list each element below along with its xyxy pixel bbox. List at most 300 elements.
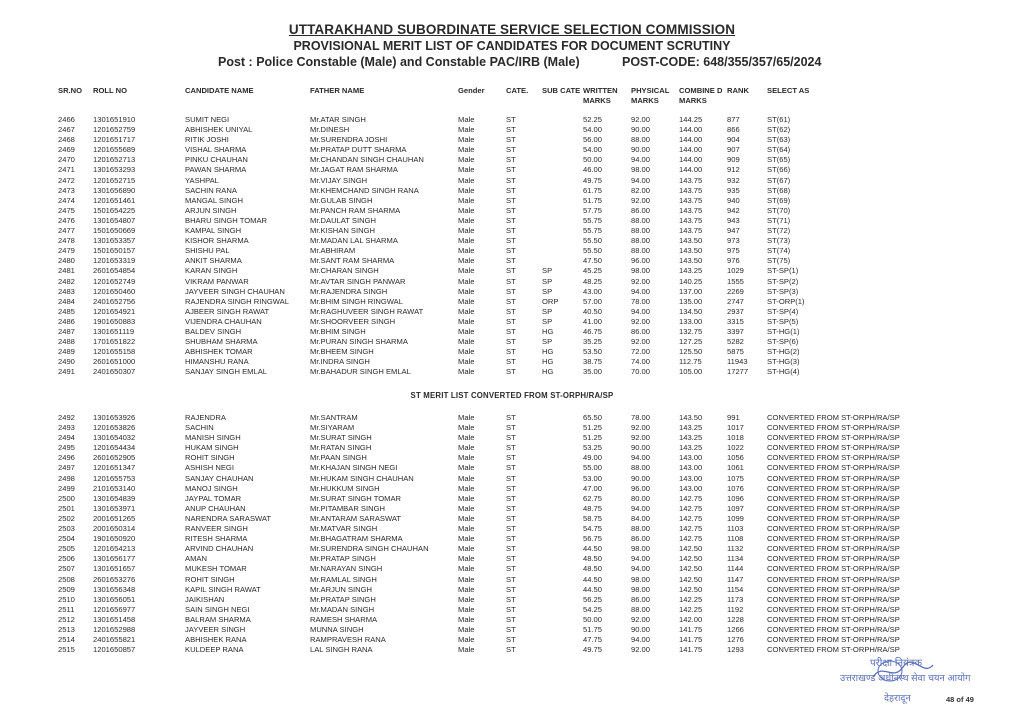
cell-roll-no: 1201652988: [93, 624, 136, 634]
table-row: [58, 357, 927, 367]
cell-physical-marks: 82.00: [631, 185, 651, 195]
cell-select-as: CONVERTED FROM ST-ORPH/RA/SP: [767, 614, 900, 624]
cell-written-marks: 57.75: [583, 205, 603, 215]
cell-sub-category: [542, 544, 583, 554]
cell-combined-marks: 125.50: [679, 347, 703, 357]
cell-combined-marks: 135.00: [679, 296, 703, 306]
cell-candidate-name: ABHISHEK TOMAR: [185, 347, 253, 357]
cell-gender: Male: [458, 423, 475, 433]
cell-category: ST: [506, 604, 516, 614]
cell-category: ST: [506, 266, 516, 276]
cell-gender: Male: [458, 135, 475, 145]
cell-candidate-name: ABHISHEK UNIYAL: [185, 125, 253, 135]
cell-father-name: Mr.ATAR SINGH: [310, 115, 366, 124]
cell-father-name: Mr.RAJENDRA SINGH: [310, 286, 388, 296]
cell-sr-no: 2502: [58, 513, 75, 523]
cell-father-name: Mr.PANCH RAM SHARMA: [310, 205, 401, 215]
cell-select-as: CONVERTED FROM ST-ORPH/RA/SP: [767, 604, 900, 614]
table-row: [58, 585, 927, 595]
cell-sub-category: [542, 413, 583, 423]
cell-select-as: CONVERTED FROM ST-ORPH/RA/SP: [767, 574, 900, 584]
cell-roll-no: 2401655821: [93, 635, 136, 645]
cell-gender: Male: [458, 306, 475, 316]
cell-roll-no: 2601653276: [93, 574, 136, 584]
cell-combined-marks: 105.00: [679, 367, 703, 377]
cell-combined-marks: 142.75: [679, 493, 703, 503]
cell-candidate-name: JAIKISHAN: [185, 594, 225, 604]
cell-select-as: ST(71): [767, 215, 791, 225]
col-rollno: ROLL NO: [93, 86, 128, 95]
table-row: [58, 615, 927, 625]
cell-rank: 1108: [727, 534, 744, 544]
cell-physical-marks: 94.00: [631, 554, 651, 564]
cell-roll-no: 2001650314: [93, 524, 136, 534]
cell-rank: 1293: [727, 645, 744, 655]
cell-father-name: Mr.BHAGATRAM SHARMA: [310, 534, 403, 544]
cell-combined-marks: 141.75: [679, 635, 703, 645]
cell-roll-no: 2601652905: [93, 453, 136, 463]
cell-written-marks: 54.00: [583, 145, 603, 155]
cell-category: ST: [506, 135, 516, 145]
cell-sub-category: [542, 206, 583, 216]
cell-written-marks: 41.00: [583, 316, 603, 326]
cell-sub-category: [542, 635, 583, 645]
cell-category: ST: [506, 125, 516, 135]
cell-sr-no: 2466: [58, 115, 75, 124]
cell-gender: Male: [458, 554, 475, 564]
cell-physical-marks: 88.00: [631, 215, 651, 225]
col-physical-marks: PHYSICAL MARKS: [631, 86, 670, 105]
table-row: [58, 367, 927, 377]
cell-physical-marks: 86.00: [631, 326, 651, 336]
cell-candidate-name: SUMIT NEGI: [185, 115, 230, 124]
cell-written-marks: 54.00: [583, 125, 603, 135]
cell-sr-no: 2499: [58, 483, 75, 493]
cell-roll-no: 1301653926: [93, 413, 136, 422]
cell-category: ST: [506, 503, 516, 513]
cell-written-marks: 46.00: [583, 165, 603, 175]
cell-physical-marks: 88.00: [631, 524, 651, 534]
table-row: [58, 196, 927, 206]
cell-select-as: ST-HG(4): [767, 367, 800, 377]
cell-combined-marks: 143.50: [679, 413, 703, 422]
cell-roll-no: 1901650883: [93, 316, 136, 326]
cell-roll-no: 1501650157: [93, 246, 136, 256]
cell-candidate-name: AMAN: [185, 554, 207, 564]
stamp-office: उत्तराखण्ड अधीनस्थ सेवा चयन आयोग: [840, 673, 971, 684]
cell-sr-no: 2486: [58, 316, 75, 326]
cell-gender: Male: [458, 544, 475, 554]
table-header: [58, 86, 927, 106]
cell-category: ST: [506, 564, 516, 574]
cell-sr-no: 2493: [58, 423, 75, 433]
cell-rank: 942: [727, 205, 740, 215]
cell-sr-no: 2484: [58, 296, 75, 306]
cell-sub-category: [542, 504, 583, 514]
cell-combined-marks: 142.50: [679, 574, 703, 584]
cell-sub-category: [542, 186, 583, 196]
cell-select-as: ST-HG(3): [767, 357, 800, 367]
cell-roll-no: 1301653293: [93, 165, 136, 175]
cell-candidate-name: MUKESH TOMAR: [185, 564, 247, 574]
cell-candidate-name: JAYVEER SINGH: [185, 624, 246, 634]
cell-candidate-name: MANOJ SINGH: [185, 483, 238, 493]
cell-physical-marks: 90.00: [631, 624, 651, 634]
cell-rank: 877: [727, 115, 740, 124]
cell-roll-no: 1201651717: [93, 135, 136, 145]
cell-rank: 5282: [727, 337, 744, 347]
cell-sr-no: 2473: [58, 185, 75, 195]
cell-category: ST: [506, 463, 516, 473]
cell-sub-category: [542, 615, 583, 625]
cell-select-as: ST-ORP(1): [767, 296, 805, 306]
cell-combined-marks: 142.50: [679, 554, 703, 564]
cell-sub-category: [542, 524, 583, 534]
cell-sr-no: 2489: [58, 347, 75, 357]
cell-sr-no: 2513: [58, 624, 75, 634]
cell-physical-marks: 90.00: [631, 473, 651, 483]
cell-sub-category: [542, 443, 583, 453]
cell-father-name: Mr.PAAN SINGH: [310, 453, 367, 463]
table-row: [58, 453, 927, 463]
cell-written-marks: 47.00: [583, 483, 603, 493]
cell-candidate-name: ARJUN SINGH: [185, 205, 237, 215]
cell-select-as: ST-SP(4): [767, 306, 799, 316]
cell-candidate-name: PINKU CHAUHAN: [185, 155, 248, 165]
cell-rank: 947: [727, 226, 740, 236]
cell-rank: 973: [727, 236, 740, 246]
cell-combined-marks: 140.25: [679, 276, 703, 286]
cell-physical-marks: 88.00: [631, 604, 651, 614]
cell-candidate-name: SAIN SINGH NEGI: [185, 604, 250, 614]
cell-roll-no: 1901650920: [93, 534, 136, 544]
cell-written-marks: 51.75: [583, 195, 603, 205]
cell-select-as: ST(73): [767, 236, 791, 246]
cell-combined-marks: 143.00: [679, 473, 703, 483]
cell-gender: Male: [458, 357, 475, 367]
cell-sub-category: [542, 176, 583, 186]
table-row: [58, 337, 927, 347]
cell-candidate-name: AJBEER SINGH RAWAT: [185, 306, 270, 316]
cell-gender: Male: [458, 195, 475, 205]
cell-sr-no: 2503: [58, 524, 75, 534]
cell-roll-no: 1301654839: [93, 493, 136, 503]
cell-category: ST: [506, 347, 516, 357]
cell-gender: Male: [458, 463, 475, 473]
cell-roll-no: 1201651461: [93, 195, 136, 205]
cell-rank: 935: [727, 185, 740, 195]
cell-sub-category: [542, 494, 583, 504]
cell-written-marks: 44.50: [583, 584, 603, 594]
cell-combined-marks: 133.00: [679, 316, 703, 326]
cell-combined-marks: 143.00: [679, 453, 703, 463]
cell-rank: 909: [727, 155, 740, 165]
cell-roll-no: 2601654854: [93, 266, 136, 276]
cell-combined-marks: 143.00: [679, 463, 703, 473]
cell-select-as: CONVERTED FROM ST-ORPH/RA/SP: [767, 524, 900, 534]
cell-roll-no: 2601651000: [93, 357, 136, 367]
cell-rank: 1075: [727, 473, 744, 483]
cell-category: ST: [506, 215, 516, 225]
cell-category: ST: [506, 534, 516, 544]
cell-written-marks: 57.00: [583, 296, 603, 306]
table-row: [58, 463, 927, 473]
cell-sub-category: [542, 514, 583, 524]
cell-father-name: Mr.SURENDRA JOSHI: [310, 135, 388, 145]
cell-rank: 1017: [727, 423, 744, 433]
cell-physical-marks: 78.00: [631, 296, 651, 306]
cell-candidate-name: VIJENDRA CHAUHAN: [185, 316, 262, 326]
cell-father-name: Mr.CHANDAN SINGH CHAUHAN: [310, 155, 424, 165]
cell-select-as: ST(74): [767, 246, 791, 256]
cell-roll-no: 1201653826: [93, 423, 136, 433]
cell-physical-marks: 80.00: [631, 493, 651, 503]
cell-select-as: ST-SP(3): [767, 286, 799, 296]
cell-gender: Male: [458, 286, 475, 296]
cell-roll-no: 1201654434: [93, 443, 136, 453]
cell-sub-category: SP: [542, 316, 553, 326]
cell-candidate-name: ARVIND CHAUHAN: [185, 544, 254, 554]
col-father-name: FATHER NAME: [310, 86, 365, 95]
cell-combined-marks: 127.25: [679, 337, 703, 347]
cell-select-as: CONVERTED FROM ST-ORPH/RA/SP: [767, 645, 900, 655]
cell-rank: 1228: [727, 614, 744, 624]
cell-select-as: CONVERTED FROM ST-ORPH/RA/SP: [767, 443, 900, 453]
cell-candidate-name: HUKAM SINGH: [185, 443, 239, 453]
cell-physical-marks: 94.00: [631, 503, 651, 513]
cell-sub-category: [542, 145, 583, 155]
cell-roll-no: 1301651119: [93, 326, 135, 336]
cell-category: ST: [506, 155, 516, 165]
cell-written-marks: 56.00: [583, 135, 603, 145]
col-srno: SR.NO: [58, 86, 83, 95]
cell-gender: Male: [458, 443, 475, 453]
cell-select-as: ST-HG(2): [767, 347, 800, 357]
cell-written-marks: 53.00: [583, 473, 603, 483]
cell-rank: 1099: [727, 513, 744, 523]
cell-roll-no: 1201653319: [93, 256, 136, 266]
cell-combined-marks: 142.75: [679, 513, 703, 523]
cell-candidate-name: ASHISH NEGI: [185, 463, 234, 473]
cell-rank: 1076: [727, 483, 744, 493]
cell-category: ST: [506, 413, 516, 422]
cell-gender: Male: [458, 125, 475, 135]
cell-combined-marks: 143.25: [679, 423, 703, 433]
cell-father-name: RAMESH SHARMA: [310, 614, 378, 624]
cell-sr-no: 2480: [58, 256, 75, 266]
cell-written-marks: 47.50: [583, 256, 603, 266]
cell-physical-marks: 94.00: [631, 155, 651, 165]
cell-sub-category: ORP: [542, 296, 559, 306]
cell-sub-category: [542, 564, 583, 574]
page-number: 48 of 49: [946, 695, 974, 704]
cell-roll-no: 1201655753: [93, 473, 136, 483]
cell-sr-no: 2485: [58, 306, 75, 316]
cell-written-marks: 53.25: [583, 443, 603, 453]
cell-select-as: ST(75): [767, 256, 791, 266]
cell-father-name: Mr.SURAT SINGH: [310, 433, 372, 443]
cell-physical-marks: 92.00: [631, 423, 651, 433]
table-row: [58, 575, 927, 585]
cell-physical-marks: 92.00: [631, 614, 651, 624]
col-written-marks: WRITTEN MARKS: [583, 86, 618, 105]
cell-gender: Male: [458, 624, 475, 634]
cell-sub-category: HG: [542, 347, 554, 357]
cell-roll-no: 1301656890: [93, 185, 136, 195]
cell-father-name: Mr.RAGHUVEER SINGH RAWAT: [310, 306, 424, 316]
cell-father-name: Mr.BAHADUR SINGH EMLAL: [310, 367, 411, 377]
cell-sr-no: 2510: [58, 594, 75, 604]
table-row: [58, 287, 927, 297]
table-row: [58, 564, 927, 574]
cell-select-as: CONVERTED FROM ST-ORPH/RA/SP: [767, 594, 900, 604]
cell-sr-no: 2478: [58, 236, 75, 246]
cell-combined-marks: 144.25: [679, 115, 703, 124]
cell-roll-no: 2101653140: [93, 483, 136, 493]
cell-candidate-name: BHARU SINGH TOMAR: [185, 215, 267, 225]
cell-written-marks: 47.75: [583, 635, 603, 645]
cell-rank: 2747: [727, 296, 744, 306]
cell-physical-marks: 88.00: [631, 246, 651, 256]
cell-father-name: Mr.PITAMBAR SINGH: [310, 503, 385, 513]
cell-category: ST: [506, 276, 516, 286]
cell-physical-marks: 86.00: [631, 534, 651, 544]
cell-physical-marks: 84.00: [631, 513, 651, 523]
cell-gender: Male: [458, 215, 475, 225]
cell-father-name: Mr.INDRA SINGH: [310, 357, 370, 367]
cell-gender: Male: [458, 604, 475, 614]
col-candidate-name: CANDIDATE NAME: [185, 86, 254, 95]
cell-gender: Male: [458, 115, 475, 124]
cell-sub-category: SP: [542, 306, 553, 316]
cell-gender: Male: [458, 473, 475, 483]
cell-rank: 2937: [727, 306, 744, 316]
cell-category: ST: [506, 433, 516, 443]
cell-rank: 5875: [727, 347, 744, 357]
cell-category: ST: [506, 513, 516, 523]
cell-physical-marks: 88.00: [631, 135, 651, 145]
cell-category: ST: [506, 357, 516, 367]
cell-sub-category: [542, 115, 583, 125]
cell-select-as: ST(66): [767, 165, 791, 175]
cell-father-name: Mr.RATAN SINGH: [310, 443, 372, 453]
cell-sub-category: [542, 226, 583, 236]
cell-roll-no: 1701651822: [93, 337, 136, 347]
cell-sub-category: [542, 236, 583, 246]
cell-category: ST: [506, 226, 516, 236]
cell-combined-marks: 143.75: [679, 195, 703, 205]
cell-rank: 1056: [727, 453, 744, 463]
cell-physical-marks: 92.00: [631, 337, 651, 347]
cell-written-marks: 65.50: [583, 413, 603, 422]
commission-title: UTTARAKHAND SUBORDINATE SERVICE SELECTION COMMISSION: [288, 22, 736, 37]
cell-category: ST: [506, 524, 516, 534]
cell-combined-marks: 143.50: [679, 246, 703, 256]
cell-combined-marks: 141.75: [679, 624, 703, 634]
cell-gender: Male: [458, 185, 475, 195]
cell-roll-no: 1201655158: [93, 347, 136, 357]
table-row: [58, 246, 927, 256]
cell-select-as: CONVERTED FROM ST-ORPH/RA/SP: [767, 473, 900, 483]
cell-physical-marks: 94.00: [631, 286, 651, 296]
cell-rank: 11943: [727, 357, 748, 367]
cell-sub-category: [542, 216, 583, 226]
cell-physical-marks: 92.00: [631, 115, 651, 124]
cell-sr-no: 2491: [58, 367, 75, 377]
cell-written-marks: 50.00: [583, 155, 603, 165]
cell-written-marks: 35.00: [583, 367, 603, 377]
cell-select-as: ST-SP(6): [767, 337, 799, 347]
cell-gender: Male: [458, 226, 475, 236]
table-row: [58, 524, 927, 534]
cell-sub-category: [542, 534, 583, 544]
cell-select-as: CONVERTED FROM ST-ORPH/RA/SP: [767, 513, 900, 523]
cell-father-name: Mr.SIYARAM: [310, 423, 355, 433]
cell-gender: Male: [458, 296, 475, 306]
cell-father-name: Mr.GULAB SINGH: [310, 195, 373, 205]
cell-sr-no: 2475: [58, 205, 75, 215]
list-title: PROVISIONAL MERIT LIST OF CANDIDATES FOR DOCUMENT SCRUTINY: [293, 39, 731, 53]
cell-rank: 943: [727, 215, 740, 225]
cell-gender: Male: [458, 574, 475, 584]
cell-written-marks: 35.25: [583, 337, 603, 347]
cell-physical-marks: 92.00: [631, 645, 651, 655]
cell-physical-marks: 74.00: [631, 357, 651, 367]
cell-gender: Male: [458, 347, 475, 357]
cell-category: ST: [506, 594, 516, 604]
cell-candidate-name: JAYVEER SINGH CHAUHAN: [185, 286, 285, 296]
cell-rank: 1147: [727, 574, 744, 584]
cell-written-marks: 48.75: [583, 503, 603, 513]
cell-rank: 866: [727, 125, 740, 135]
cell-sub-category: [542, 135, 583, 145]
cell-rank: 904: [727, 135, 740, 145]
cell-category: ST: [506, 423, 516, 433]
cell-roll-no: 1301653971: [93, 503, 136, 513]
cell-candidate-name: PAWAN SHARMA: [185, 165, 247, 175]
cell-physical-marks: 92.00: [631, 433, 651, 443]
cell-father-name: Mr.MADAN SINGH: [310, 604, 375, 614]
cell-candidate-name: SANJAY SINGH EMLAL: [185, 367, 268, 377]
cell-combined-marks: 144.00: [679, 145, 703, 155]
cell-father-name: Mr.MATVAR SINGH: [310, 524, 378, 534]
cell-father-name: Mr.KHEMCHAND SINGH RANA: [310, 185, 419, 195]
cell-rank: 1144: [727, 564, 744, 574]
cell-combined-marks: 142.75: [679, 524, 703, 534]
cell-candidate-name: RITESH SHARMA: [185, 534, 248, 544]
section-title: ST MERIT LIST CONVERTED FROM ST-ORPH/RA/SP: [410, 391, 614, 400]
cell-written-marks: 45.25: [583, 266, 603, 276]
stamp-designation: परीक्षा नियंत्रक: [870, 658, 923, 669]
cell-physical-marks: 98.00: [631, 544, 651, 554]
cell-rank: 976: [727, 256, 740, 266]
cell-sr-no: 2488: [58, 337, 75, 347]
cell-category: ST: [506, 544, 516, 554]
cell-physical-marks: 94.00: [631, 564, 651, 574]
cell-sub-category: [542, 645, 583, 655]
cell-candidate-name: RAJENDRA SINGH RINGWAL: [185, 296, 289, 306]
cell-father-name: Mr.HUKKUM SINGH: [310, 483, 380, 493]
cell-category: ST: [506, 286, 516, 296]
cell-gender: Male: [458, 337, 475, 347]
cell-written-marks: 62.75: [583, 493, 603, 503]
cell-written-marks: 53.50: [583, 347, 603, 357]
table-row: [58, 605, 927, 615]
cell-candidate-name: MANGAL SINGH: [185, 195, 243, 205]
cell-father-name: Mr.KISHAN SINGH: [310, 226, 375, 236]
table-row: [58, 413, 927, 423]
cell-sub-category: SP: [542, 266, 553, 276]
